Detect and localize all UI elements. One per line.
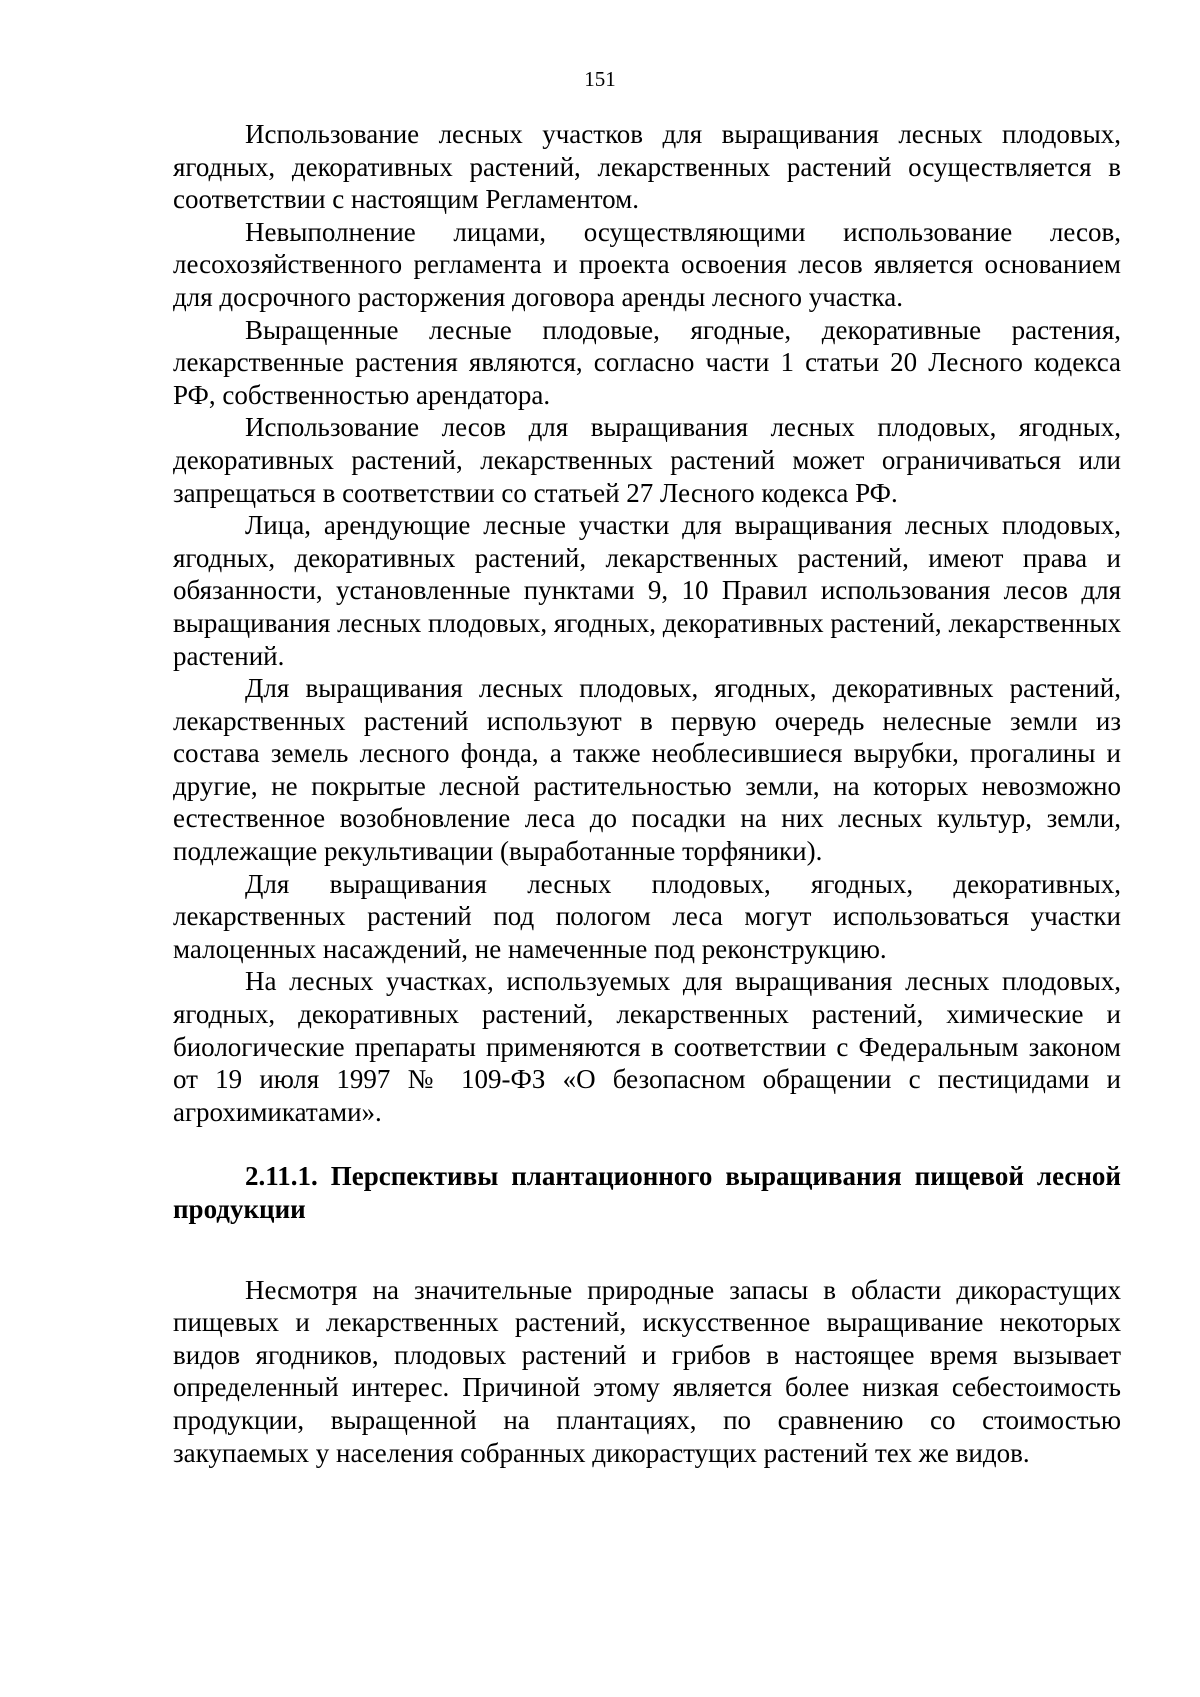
paragraph: Несмотря на значительные природные запасы в области дикорастущих пищевых и лекарственных растений, искусственное выращивание некоторых видов ягодников, плодовых растений и грибов в настоящее время вызывает определенный интерес. Причиной этому является более низкая себестоимость продукции, выращенной на плантациях, по сравнению со стоимостью закупаемых у населения собранных дикорастущих растений тех же видов. bbox=[173, 1274, 1121, 1468]
section-heading: 2.11.1. Перспективы плантационного выращивания пищевой лесной продукции bbox=[173, 1161, 1121, 1224]
paragraph: На лесных участках, используемых для выращивания лесных плодовых, ягодных, декоративных растений, лекарственных растений, химические и биологические препараты применяются в соответствии с Федеральным законом от 19 июля 1997 № 109-ФЗ «О безопасном обращении с пестицидами и агрохимикатами». bbox=[173, 966, 1121, 1127]
paragraph: Невыполнение лицами, осуществляющими использование лесов, лесохозяйственного регламента и проекта освоения лесов является основанием для досрочного расторжения договора аренды лесного участка. bbox=[173, 216, 1121, 312]
paragraph: Для выращивания лесных плодовых, ягодных, декоративных, лекарственных растений под пологом леса могут использоваться участки малоценных насаждений, не намеченные под реконструкцию. bbox=[173, 868, 1121, 964]
spacer bbox=[173, 1226, 1121, 1274]
paragraph: Для выращивания лесных плодовых, ягодных, декоративных растений, лекарственных растений используют в первую очередь нелесные земли из состава земель лесного фонда, а также необлесившиеся вырубки, прогалины и другие, не покрытые лесной растительностью земли, на которых невозможно естественное возобновление леса до посадки на них лесных культур, земли, подлежащие рекультивации (выработанные торфяники). bbox=[173, 673, 1121, 867]
paragraph: Лица, арендующие лесные участки для выращивания лесных плодовых, ягодных, декоративных растений, лекарственных растений, имеют права и обязанности, установленные пунктами 9, 10 Правил использования лесов для выращивания лесных плодовых, ягодных, декоративных растений, лекарственных растений. bbox=[173, 510, 1121, 671]
paragraph: Использование лесов для выращивания лесных плодовых, ягодных, декоративных растений, лекарственных растений может ограничиваться или запрещаться в соответствии со статьей 27 Лесного кодекса РФ. bbox=[173, 412, 1121, 508]
paragraph: Использование лесных участков для выращивания лесных плодовых, ягодных, декоративных растений, лекарственных растений осуществляется в соответствии с настоящим Регламентом. bbox=[173, 119, 1121, 215]
page-number: 151 bbox=[584, 67, 616, 91]
paragraph: Выращенные лесные плодовые, ягодные, декоративные растения, лекарственные растения являются, согласно части 1 статьи 20 Лесного кодекса РФ, собственностью арендатора. bbox=[173, 314, 1121, 410]
document-body bbox=[173, 118, 1121, 1469]
